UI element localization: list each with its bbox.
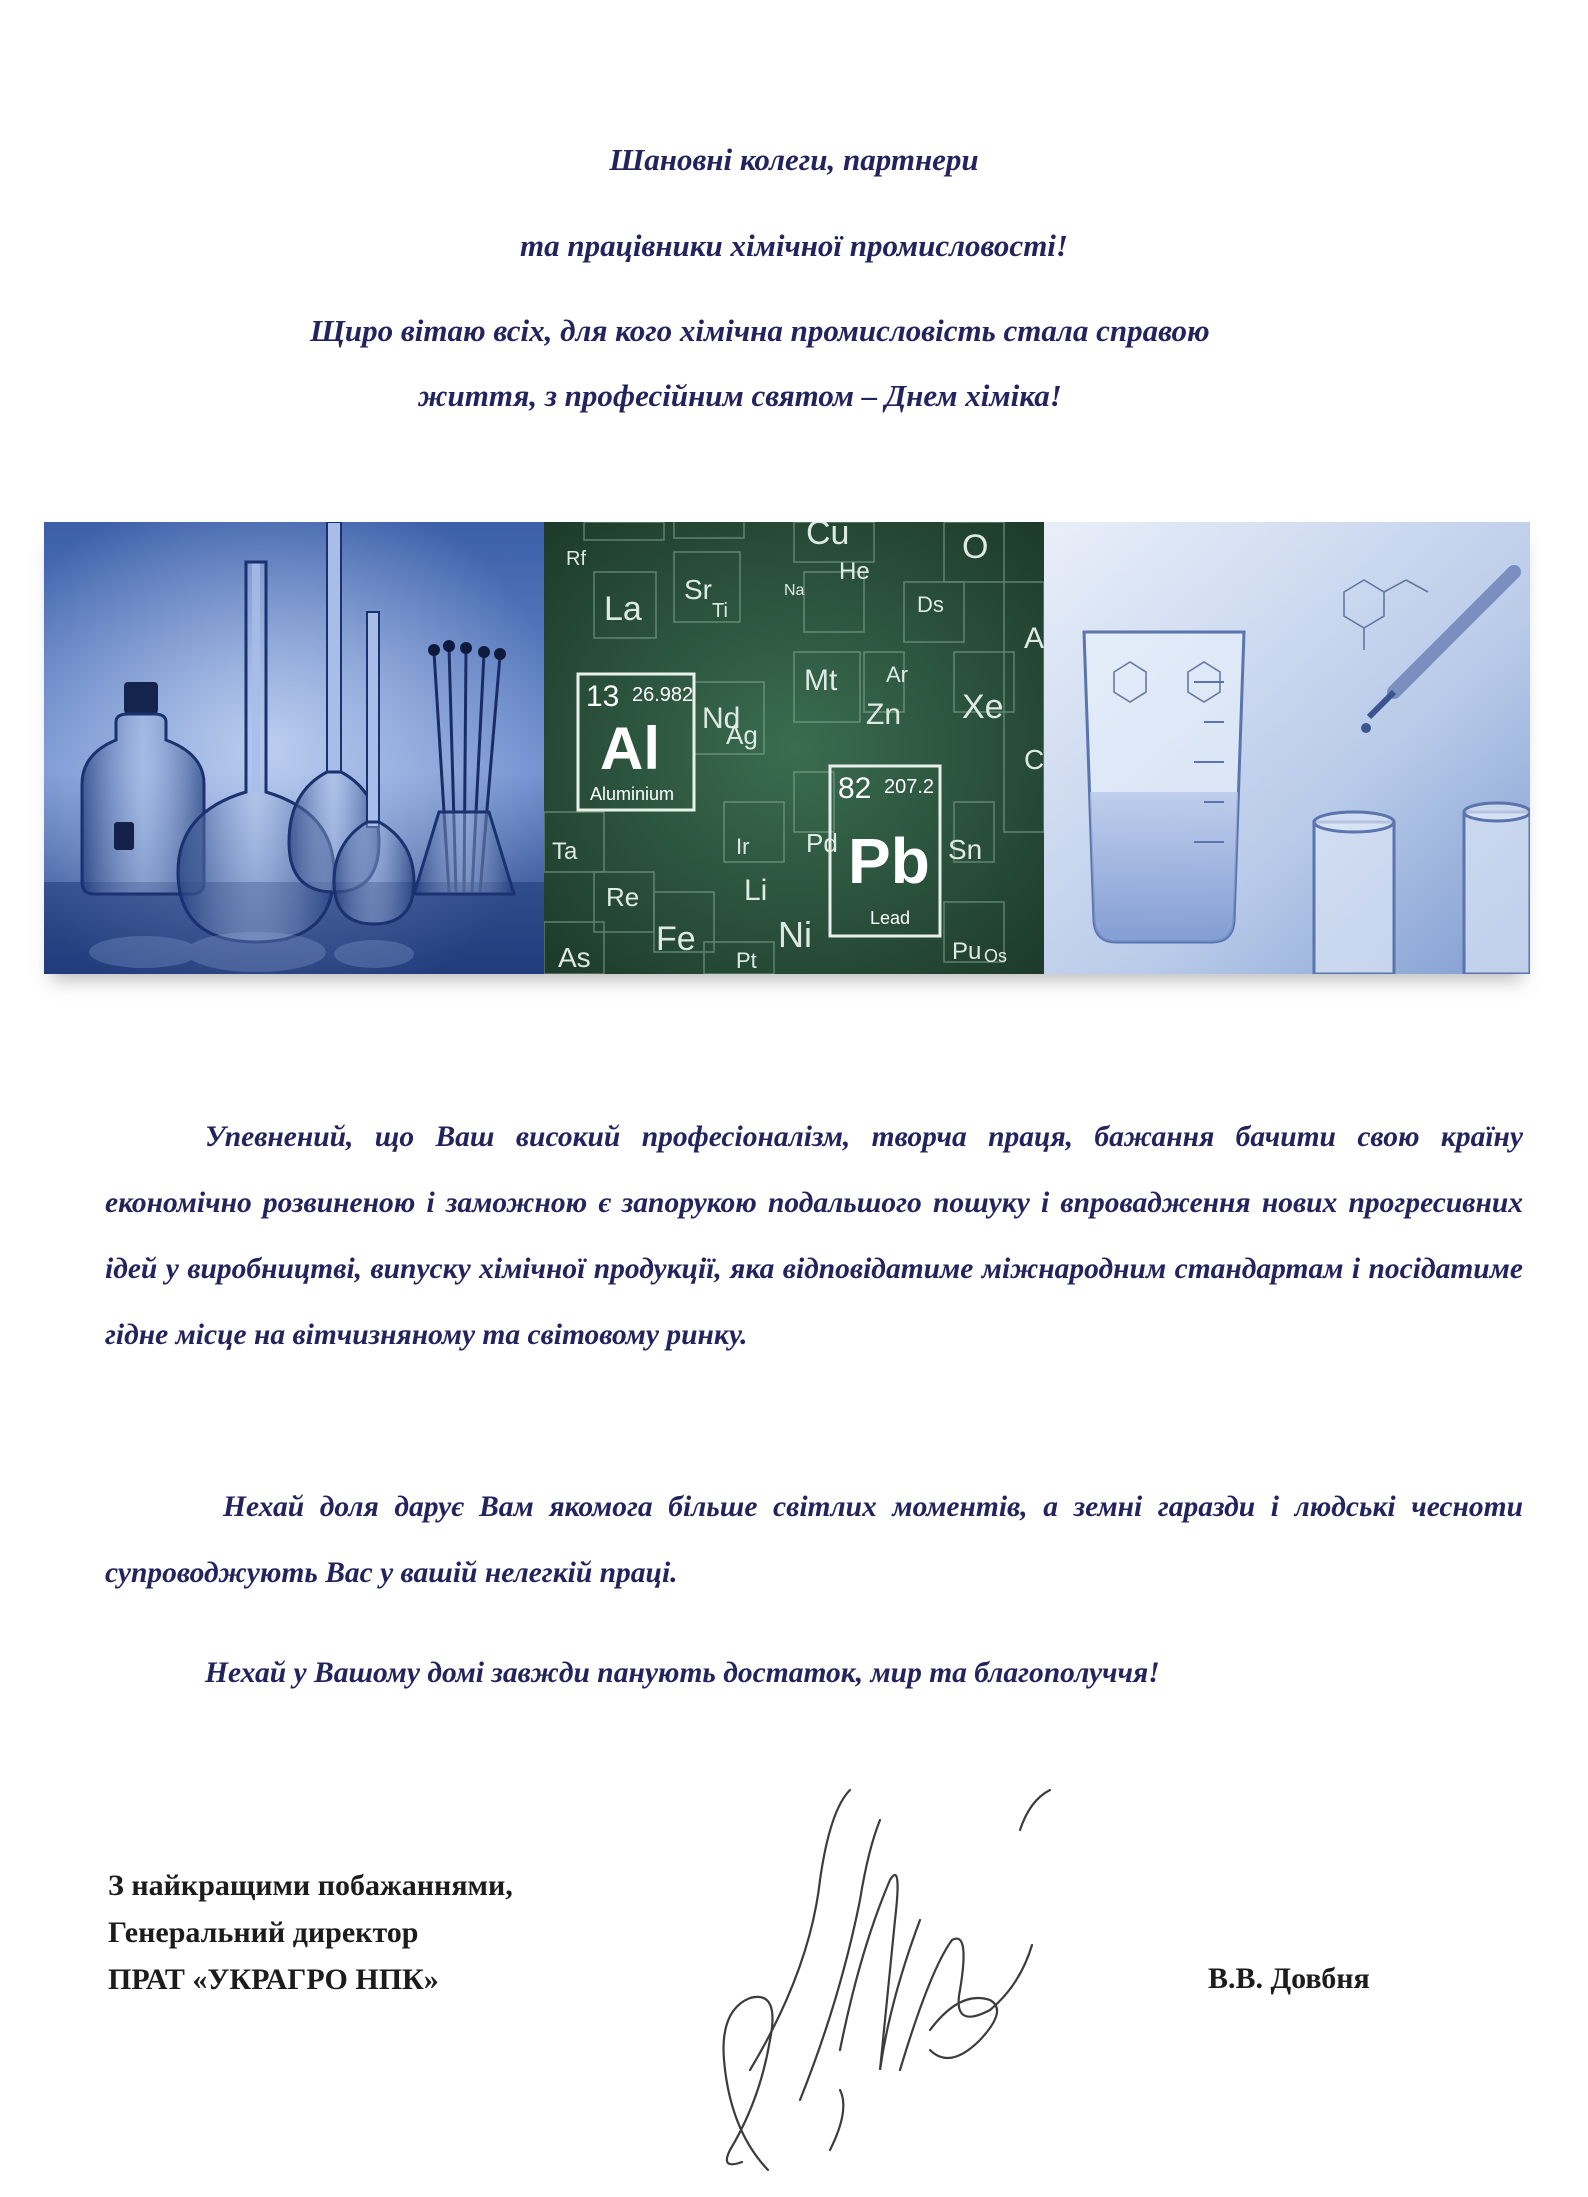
- symbol-pd: Pd: [806, 828, 838, 858]
- greeting-line-3: Щиро вітаю всіх, для кого хімічна промисловість стала справою: [310, 313, 1210, 348]
- glassware-panel: [44, 522, 544, 974]
- symbol-pt: Pt: [736, 948, 757, 973]
- body-paragraph-3: Нехай у Вашому домі завжди панують достаток, мир та благополуччя!: [205, 1657, 1160, 1689]
- closing-line-2: Генеральний директор: [108, 1916, 419, 1949]
- symbol-he: He: [839, 558, 870, 585]
- pb-symbol: Pb: [848, 825, 930, 897]
- pb-label: Lead: [870, 908, 911, 928]
- symbol-o: O: [962, 528, 989, 566]
- al-number: 13: [586, 680, 620, 713]
- symbol-xe: Xe: [962, 688, 1004, 726]
- symbol-la: La: [604, 590, 642, 628]
- chemistry-banner: [44, 522, 1530, 974]
- symbol-sr: Sr: [684, 574, 712, 605]
- symbol-ni: Ni: [778, 914, 812, 955]
- small-element-symbols: [544, 522, 1044, 974]
- pb-mass: 207.2: [884, 776, 935, 798]
- symbol-mt: Mt: [804, 664, 838, 697]
- symbol-na: Na: [784, 582, 805, 599]
- symbol-li: Li: [744, 874, 768, 907]
- al-mass: 26.982: [632, 684, 694, 706]
- symbol-pu: Pu: [952, 938, 982, 965]
- greeting-line-1: Шановні колеги, партнери: [609, 142, 979, 177]
- body-paragraph-1: Упевнений, що Ваш високий професіоналізм, творча праця, бажання бачити свою країну економічно розвиненою і заможною є запорукою подальшого пошуку і впровадження нових прогресивних ідей у виробництві, випуску хімічної продукції, яка відповідатиме міжнародним стандартам і посідатиме гідне місце на вітчизняному та світовому ринку.: [105, 1121, 1523, 1351]
- al-symbol: Al: [600, 715, 660, 782]
- symbol-ag: Ag: [726, 720, 758, 750]
- lab-beaker-panel: [1044, 522, 1530, 974]
- pb-number: 82: [838, 772, 872, 805]
- symbol-c: C: [1024, 744, 1044, 775]
- greeting-line-4: життя, з професійним святом – Днем хіміка!: [418, 378, 1062, 413]
- symbol-nd: Nd: [702, 702, 741, 735]
- body-paragraph-2: Нехай доля дарує Вам якомога більше світлих моментів, а земні гаразди і людські чесноти супроводжують Вас у вашій нелегкій праці.: [105, 1491, 1523, 1589]
- greeting-line-2: та працівники хімічної промисловості!: [520, 228, 1068, 263]
- symbol-ds: Ds: [917, 592, 944, 617]
- symbol-cu: Cu: [806, 522, 850, 552]
- handwritten-signature: [690, 1770, 1070, 2190]
- closing-line-1: З найкращими побажаннями,: [108, 1869, 513, 1902]
- symbol-a: A: [1024, 622, 1044, 655]
- al-label: Aluminium: [590, 784, 675, 804]
- symbol-fe: Fe: [656, 920, 696, 958]
- signatory-name: В.В. Довбня: [1208, 1962, 1370, 1995]
- symbol-rf: Rf: [566, 548, 586, 570]
- closing-line-3: ПРАТ «УКРАГРО НПК»: [108, 1963, 439, 1996]
- symbol-ir: Ir: [736, 834, 750, 859]
- symbol-as: As: [558, 942, 591, 973]
- periodic-table-panel: [544, 522, 1044, 974]
- symbol-sn: Sn: [948, 834, 983, 865]
- closing-block: [108, 1862, 513, 2003]
- symbol-zn: Zn: [866, 698, 902, 731]
- symbol-os: Os: [984, 946, 1008, 966]
- symbol-ar: Ar: [886, 662, 908, 687]
- symbol-re: Re: [606, 882, 640, 912]
- symbol-ti: Ti: [712, 600, 728, 622]
- symbol-ta: Ta: [552, 838, 578, 865]
